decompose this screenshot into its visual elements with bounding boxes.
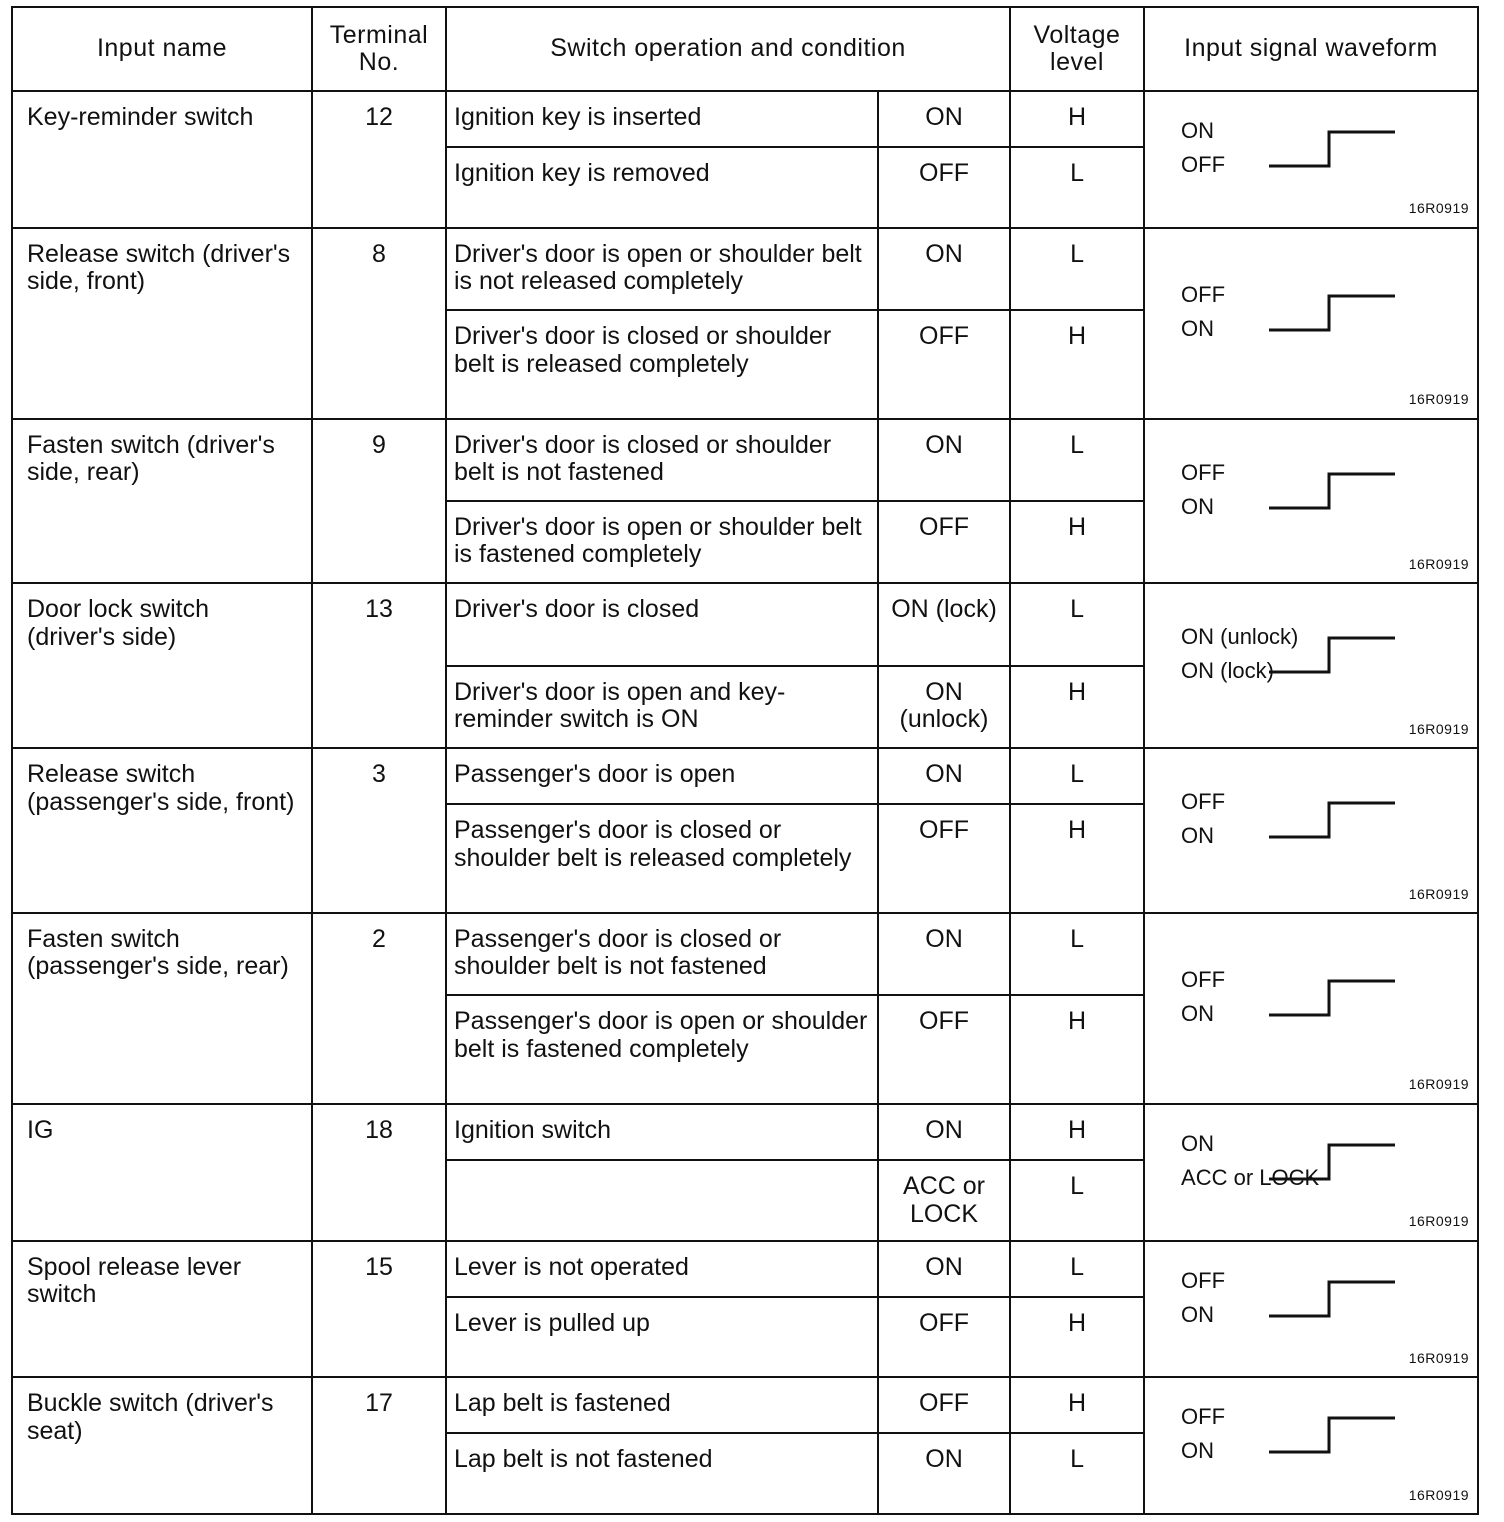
condition-cell: Passenger's door is open or shoulder belt is fastened completely xyxy=(446,995,878,1104)
switch-state-cell: OFF xyxy=(878,1377,1010,1433)
switch-state-cell: OFF xyxy=(878,1297,1010,1377)
voltage-level-cell: L xyxy=(1010,147,1144,227)
step-waveform-icon xyxy=(1267,977,1407,1023)
waveform-label-top: ON xyxy=(1181,118,1215,143)
step-waveform-icon xyxy=(1267,1141,1407,1187)
table-row xyxy=(12,1377,1478,1433)
table-row xyxy=(12,228,1478,310)
condition-cell: Passenger's door is closed or shoulder belt is released completely xyxy=(446,804,878,913)
input-name-cell: IG xyxy=(12,1104,312,1241)
step-waveform-icon xyxy=(1267,128,1407,174)
condition-cell: Lap belt is not fastened xyxy=(446,1433,878,1514)
waveform-diagram xyxy=(1145,1105,1477,1240)
header-terminal: Terminal No. xyxy=(312,7,446,91)
figure-code: 16R0919 xyxy=(1408,1349,1470,1366)
waveform-diagram xyxy=(1145,749,1477,912)
switch-state-cell: OFF xyxy=(878,310,1010,419)
terminal-cell: 9 xyxy=(312,419,446,584)
condition-cell: Passenger's door is closed or shoulder belt is not fastened xyxy=(446,913,878,995)
voltage-level-cell: H xyxy=(1010,1377,1144,1433)
waveform-label-bottom: ON xyxy=(1181,1438,1215,1464)
waveform-diagram xyxy=(1145,92,1477,227)
voltage-level-cell: H xyxy=(1010,310,1144,419)
waveform-label-top: OFF xyxy=(1181,281,1226,307)
waveform-cell xyxy=(1144,419,1478,584)
waveform-diagram xyxy=(1145,229,1477,418)
waveform-label-bottom: ON xyxy=(1181,493,1215,519)
switch-input-table xyxy=(11,6,1479,1515)
waveform-label-bottom: ON xyxy=(1181,823,1215,849)
terminal-cell: 3 xyxy=(312,748,446,913)
voltage-level-cell: L xyxy=(1010,1241,1144,1297)
figure-code: 16R0919 xyxy=(1408,720,1470,737)
header-row xyxy=(12,7,1478,91)
condition-cell: Ignition key is removed xyxy=(446,147,878,227)
voltage-level-cell: H xyxy=(1010,804,1144,913)
table-row xyxy=(12,419,1478,501)
input-name-cell: Spool release lever switch xyxy=(12,1241,312,1378)
switch-state-cell: OFF xyxy=(878,995,1010,1104)
header-switch-operation: Switch operation and condition xyxy=(446,7,1010,91)
condition-cell: Driver's door is closed or shoulder belt is not fastened xyxy=(446,419,878,501)
header-input-name: Input name xyxy=(12,7,312,91)
figure-code: 16R0919 xyxy=(1408,1486,1470,1503)
waveform-label-bottom: ON xyxy=(1181,315,1215,341)
waveform-diagram xyxy=(1145,1242,1477,1377)
waveform-label-top: OFF xyxy=(1181,789,1226,815)
switch-state-cell: ACC or LOCK xyxy=(878,1160,1010,1240)
terminal-cell: 2 xyxy=(312,913,446,1104)
input-name-cell: Release switch (driver's side, front) xyxy=(12,228,312,419)
table-row xyxy=(12,91,1478,147)
condition-cell: Driver's door is closed xyxy=(446,583,878,665)
switch-state-cell: ON xyxy=(878,913,1010,995)
waveform-label-bottom: ON xyxy=(1181,1000,1215,1026)
figure-code: 16R0919 xyxy=(1408,885,1470,902)
step-waveform-icon xyxy=(1267,799,1407,845)
waveform-cell xyxy=(1144,913,1478,1104)
terminal-cell: 18 xyxy=(312,1104,446,1241)
header-waveform: Input signal waveform xyxy=(1144,7,1478,91)
voltage-level-cell: H xyxy=(1010,91,1144,147)
voltage-level-cell: L xyxy=(1010,583,1144,665)
waveform-diagram xyxy=(1145,584,1477,747)
waveform-cell xyxy=(1144,583,1478,748)
condition-cell: Passenger's door is open xyxy=(446,748,878,804)
voltage-level-cell: L xyxy=(1010,1160,1144,1240)
waveform-label-top: OFF xyxy=(1181,966,1226,992)
waveform-diagram xyxy=(1145,1378,1477,1513)
figure-code: 16R0919 xyxy=(1408,1213,1470,1230)
switch-state-cell: ON xyxy=(878,91,1010,147)
voltage-level-cell: L xyxy=(1010,913,1144,995)
waveform-label-top: ON (unlock) xyxy=(1181,624,1299,650)
input-name-cell: Buckle switch (driver's seat) xyxy=(12,1377,312,1514)
figure-code: 16R0919 xyxy=(1408,391,1470,408)
switch-state-cell: ON xyxy=(878,748,1010,804)
waveform-label-top: OFF xyxy=(1181,459,1226,485)
condition-cell: Driver's door is open and key-reminder switch is ON xyxy=(446,666,878,748)
step-waveform-icon xyxy=(1267,470,1407,516)
waveform-label-bottom: ON xyxy=(1181,1301,1215,1327)
table-row xyxy=(12,583,1478,665)
condition-cell: Lever is pulled up xyxy=(446,1297,878,1377)
input-name-cell: Fasten switch (passenger's side, rear) xyxy=(12,913,312,1104)
voltage-level-cell: H xyxy=(1010,1297,1144,1377)
table-row xyxy=(12,748,1478,804)
terminal-cell: 15 xyxy=(312,1241,446,1378)
step-waveform-icon xyxy=(1267,634,1407,680)
waveform-label-bottom: ACC or LOCK xyxy=(1181,1164,1320,1190)
waveform-label-top: OFF xyxy=(1181,1404,1226,1430)
condition-cell: Driver's door is open or shoulder belt is not released completely xyxy=(446,228,878,310)
switch-state-cell: OFF xyxy=(878,804,1010,913)
input-name-cell: Key-reminder switch xyxy=(12,91,312,228)
input-name-cell: Fasten switch (driver's side, rear) xyxy=(12,419,312,584)
condition-cell: Driver's door is open or shoulder belt is fastened completely xyxy=(446,501,878,583)
condition-cell: Lever is not operated xyxy=(446,1241,878,1297)
condition-cell: Lap belt is fastened xyxy=(446,1377,878,1433)
voltage-level-cell: H xyxy=(1010,995,1144,1104)
terminal-cell: 17 xyxy=(312,1377,446,1514)
terminal-cell: 12 xyxy=(312,91,446,228)
terminal-cell: 8 xyxy=(312,228,446,419)
condition-cell: Ignition key is inserted xyxy=(446,91,878,147)
waveform-cell xyxy=(1144,1377,1478,1514)
voltage-level-cell: L xyxy=(1010,228,1144,310)
voltage-level-cell: H xyxy=(1010,501,1144,583)
voltage-level-cell: H xyxy=(1010,1104,1144,1160)
voltage-level-cell: L xyxy=(1010,748,1144,804)
condition-cell xyxy=(446,1160,878,1240)
step-waveform-icon xyxy=(1267,292,1407,338)
switch-state-cell: ON xyxy=(878,1104,1010,1160)
waveform-diagram xyxy=(1145,914,1477,1103)
table-row xyxy=(12,1104,1478,1160)
waveform-cell xyxy=(1144,1104,1478,1241)
waveform-diagram xyxy=(1145,420,1477,583)
switch-state-cell: ON (lock) xyxy=(878,583,1010,665)
waveform-label-bottom: OFF xyxy=(1181,152,1226,177)
switch-state-cell: OFF xyxy=(878,147,1010,227)
waveform-cell xyxy=(1144,91,1478,228)
voltage-level-cell: L xyxy=(1010,419,1144,501)
condition-cell: Ignition switch xyxy=(446,1104,878,1160)
figure-code: 16R0919 xyxy=(1408,1076,1470,1093)
figure-code: 16R0919 xyxy=(1408,555,1470,572)
waveform-cell xyxy=(1144,748,1478,913)
figure-code: 16R0919 xyxy=(1408,200,1470,217)
table-body xyxy=(12,91,1478,1514)
terminal-cell: 13 xyxy=(312,583,446,748)
waveform-label-top: ON xyxy=(1181,1130,1215,1156)
voltage-level-cell: L xyxy=(1010,1433,1144,1514)
voltage-level-cell: H xyxy=(1010,666,1144,748)
waveform-label-top: OFF xyxy=(1181,1267,1226,1293)
input-name-cell: Release switch (passenger's side, front) xyxy=(12,748,312,913)
table-row xyxy=(12,913,1478,995)
switch-state-cell: OFF xyxy=(878,501,1010,583)
step-waveform-icon xyxy=(1267,1278,1407,1324)
waveform-cell xyxy=(1144,1241,1478,1378)
switch-state-cell: ON xyxy=(878,228,1010,310)
header-voltage: Voltage level xyxy=(1010,7,1144,91)
condition-cell: Driver's door is closed or shoulder belt is released completely xyxy=(446,310,878,419)
table-row xyxy=(12,1241,1478,1297)
switch-state-cell: ON xyxy=(878,1241,1010,1297)
waveform-cell xyxy=(1144,228,1478,419)
input-name-cell: Door lock switch (driver's side) xyxy=(12,583,312,748)
switch-state-cell: ON (unlock) xyxy=(878,666,1010,748)
switch-state-cell: ON xyxy=(878,419,1010,501)
step-waveform-icon xyxy=(1267,1414,1407,1460)
switch-state-cell: ON xyxy=(878,1433,1010,1514)
waveform-label-bottom: ON (lock) xyxy=(1181,658,1274,684)
